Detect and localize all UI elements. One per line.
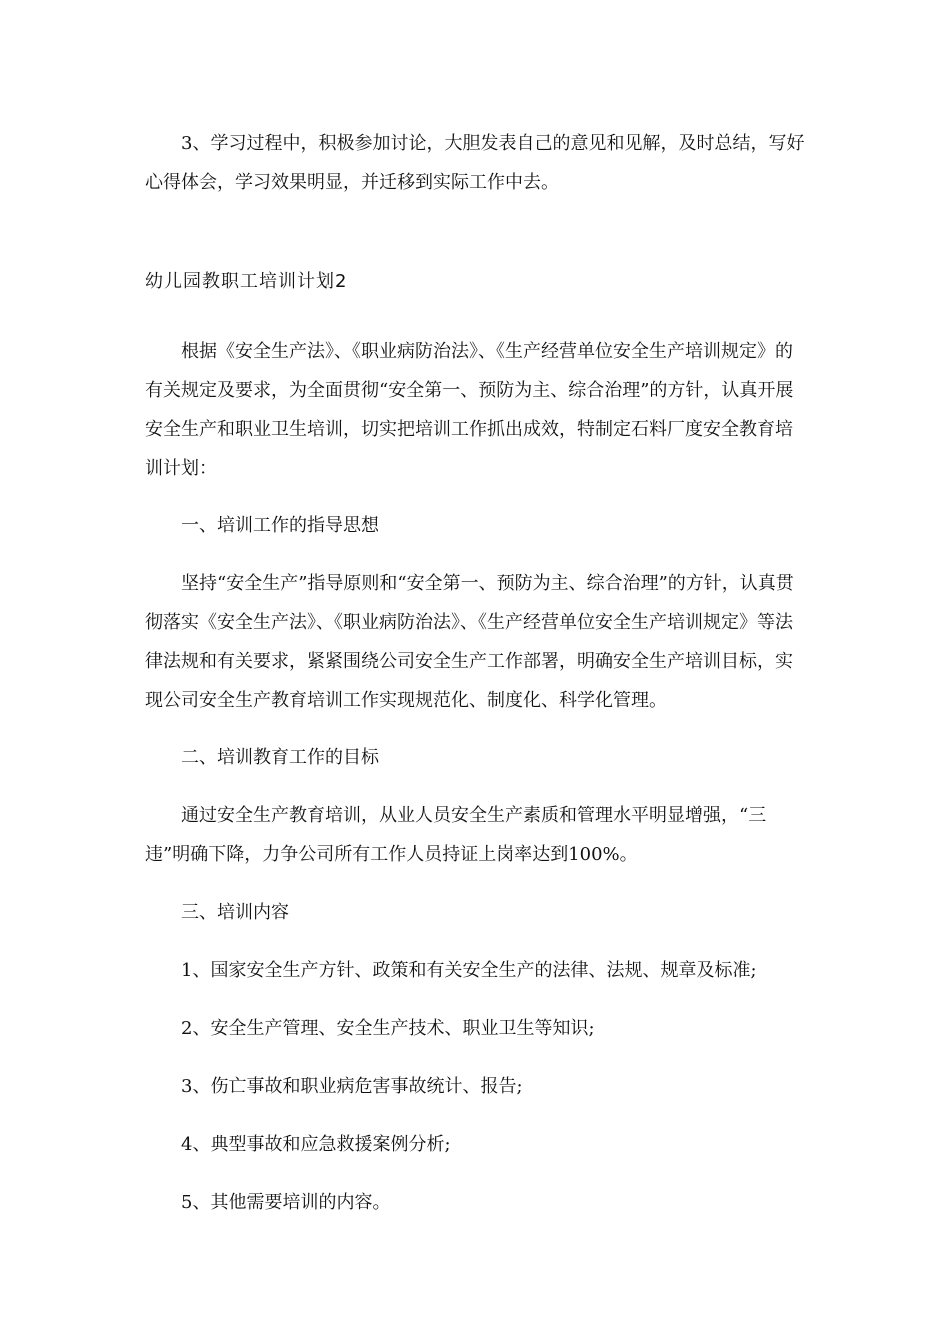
- paragraph-training-goal: 通过安全生产教育培训，从业人员安全生产素质和管理水平明显增强，“三违”明确下降，力争公司所有工作人员持证上岗率达到100%。: [145, 805, 767, 865]
- heading-training-goal: 二、培训教育工作的目标: [181, 747, 379, 768]
- intro-list-item: 3、学习过程中，积极参加讨论，大胆发表自己的意见和见解，及时总结，写好心得体会，学习效果明显，并迁移到实际工作中去。: [145, 133, 805, 193]
- content-list-item: 1、国家安全生产方针、政策和有关安全生产的法律、法规、规章及标准;: [181, 960, 757, 981]
- content-list-item: 5、其他需要培训的内容。: [181, 1192, 391, 1213]
- content-list-item: 3、伤亡事故和职业病危害事故统计、报告;: [181, 1076, 523, 1097]
- heading-guiding-thought: 一、培训工作的指导思想: [181, 515, 379, 536]
- content-list-item: 2、安全生产管理、安全生产技术、职业卫生等知识;: [181, 1018, 595, 1039]
- section-title: 幼儿园教职工培训计划2: [145, 271, 348, 292]
- heading-training-content: 三、培训内容: [181, 902, 289, 923]
- paragraph-guiding-thought: 坚持“安全生产”指导原则和“安全第一、预防为主、综合治理”的方针，认真贯彻落实《安全生产法》、《职业病防治法》、《生产经营单位安全生产培训规定》等法律法规和有关要求，紧紧围绕公司安全生产工作部署，明确安全生产培训目标，实现公司安全生产教育培训工作实现规范化、制度化、科学化管理。: [145, 573, 794, 711]
- content-list-item: 4、典型事故和应急救援案例分析;: [181, 1134, 451, 1155]
- intro-paragraph: 根据《安全生产法》、《职业病防治法》、《生产经营单位安全生产培训规定》的有关规定及要求，为全面贯彻“安全第一、预防为主、综合治理”的方针，认真开展安全生产和职业卫生培训，切实把培训工作抓出成效，特制定石料厂度安全教育培训计划：: [145, 341, 794, 479]
